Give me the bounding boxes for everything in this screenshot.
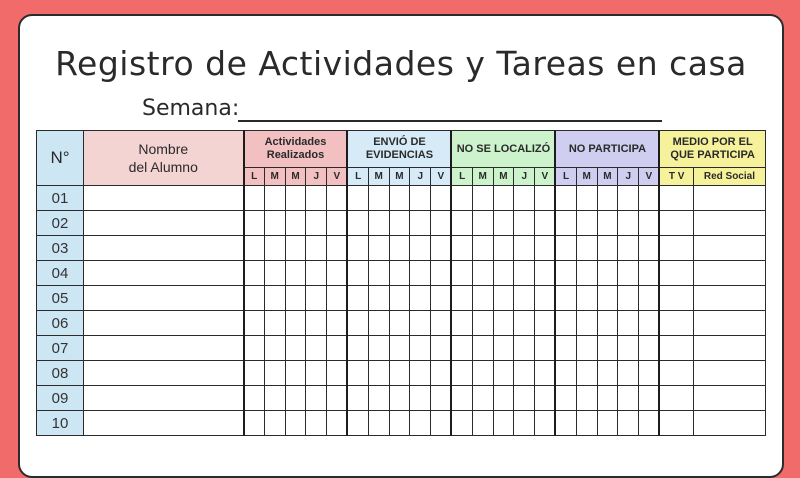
day-check-cell[interactable]	[451, 336, 472, 361]
student-name-cell[interactable]	[84, 361, 244, 386]
day-check-cell[interactable]	[597, 386, 618, 411]
day-check-cell[interactable]	[347, 186, 368, 211]
day-check-cell[interactable]	[576, 361, 597, 386]
day-header: L	[244, 168, 265, 186]
day-check-cell[interactable]	[535, 386, 556, 411]
day-check-cell[interactable]	[514, 236, 535, 261]
day-check-cell[interactable]	[285, 361, 306, 386]
day-check-cell[interactable]	[410, 286, 431, 311]
day-header: J	[514, 168, 535, 186]
day-check-cell[interactable]	[639, 311, 660, 336]
day-check-cell[interactable]	[285, 186, 306, 211]
day-check-cell[interactable]	[244, 261, 265, 286]
student-name-cell[interactable]	[84, 186, 244, 211]
day-header: M	[597, 168, 618, 186]
header-row-top	[37, 131, 766, 168]
medio-cell[interactable]	[659, 311, 693, 336]
day-check-cell[interactable]	[535, 336, 556, 361]
day-check-cell[interactable]	[244, 386, 265, 411]
day-check-cell[interactable]	[410, 336, 431, 361]
day-check-cell[interactable]	[618, 236, 639, 261]
day-check-cell[interactable]	[389, 336, 410, 361]
medio-cell[interactable]	[693, 411, 765, 436]
student-name-cell[interactable]	[84, 411, 244, 436]
day-check-cell[interactable]	[264, 286, 285, 311]
day-check-cell[interactable]	[597, 411, 618, 436]
day-check-cell[interactable]	[285, 211, 306, 236]
day-check-cell[interactable]	[618, 386, 639, 411]
day-header: M	[368, 168, 389, 186]
student-name-cell[interactable]	[84, 286, 244, 311]
medio-cell[interactable]	[659, 386, 693, 411]
day-check-cell[interactable]	[368, 236, 389, 261]
day-check-cell[interactable]	[555, 311, 576, 336]
row-number: 10	[37, 411, 84, 436]
day-check-cell[interactable]	[555, 361, 576, 386]
day-check-cell[interactable]	[472, 411, 493, 436]
day-header: M	[576, 168, 597, 186]
day-check-cell[interactable]	[389, 411, 410, 436]
day-header: L	[347, 168, 368, 186]
day-check-cell[interactable]	[639, 236, 660, 261]
day-check-cell[interactable]	[389, 186, 410, 211]
day-check-cell[interactable]	[285, 411, 306, 436]
medio-red-social-header: Red Social	[693, 168, 765, 186]
row-number: 09	[37, 386, 84, 411]
day-check-cell[interactable]	[618, 336, 639, 361]
day-check-cell[interactable]	[327, 236, 348, 261]
day-check-cell[interactable]	[431, 336, 452, 361]
day-check-cell[interactable]	[576, 336, 597, 361]
day-check-cell[interactable]	[597, 186, 618, 211]
day-check-cell[interactable]	[285, 236, 306, 261]
day-check-cell[interactable]	[535, 286, 556, 311]
day-check-cell[interactable]	[576, 211, 597, 236]
day-check-cell[interactable]	[368, 211, 389, 236]
row-number: 01	[37, 186, 84, 211]
day-check-cell[interactable]	[244, 211, 265, 236]
medio-cell[interactable]	[659, 186, 693, 211]
day-check-cell[interactable]	[597, 361, 618, 386]
student-name-cell[interactable]	[84, 236, 244, 261]
day-check-cell[interactable]	[639, 361, 660, 386]
day-check-cell[interactable]	[555, 411, 576, 436]
day-check-cell[interactable]	[389, 236, 410, 261]
day-check-cell[interactable]	[431, 211, 452, 236]
student-name-cell[interactable]	[84, 261, 244, 286]
medio-cell[interactable]	[693, 386, 765, 411]
day-check-cell[interactable]	[576, 186, 597, 211]
day-check-cell[interactable]	[618, 261, 639, 286]
day-check-cell[interactable]	[368, 336, 389, 361]
day-check-cell[interactable]	[493, 236, 514, 261]
day-check-cell[interactable]	[493, 311, 514, 336]
day-check-cell[interactable]	[347, 361, 368, 386]
table-row	[37, 236, 766, 261]
day-check-cell[interactable]	[244, 236, 265, 261]
day-check-cell[interactable]	[535, 311, 556, 336]
day-check-cell[interactable]	[535, 186, 556, 211]
day-check-cell[interactable]	[368, 186, 389, 211]
day-check-cell[interactable]	[327, 411, 348, 436]
day-check-cell[interactable]	[618, 186, 639, 211]
day-check-cell[interactable]	[347, 411, 368, 436]
day-check-cell[interactable]	[389, 361, 410, 386]
day-check-cell[interactable]	[431, 411, 452, 436]
day-check-cell[interactable]	[410, 361, 431, 386]
day-check-cell[interactable]	[327, 361, 348, 386]
day-header: J	[306, 168, 327, 186]
medio-cell[interactable]	[659, 211, 693, 236]
day-check-cell[interactable]	[368, 361, 389, 386]
day-check-cell[interactable]	[597, 236, 618, 261]
day-check-cell[interactable]	[264, 186, 285, 211]
group-header-no-localizo: NO SE LOCALIZÓ	[451, 131, 555, 168]
day-check-cell[interactable]	[535, 411, 556, 436]
day-check-cell[interactable]	[327, 336, 348, 361]
day-check-cell[interactable]	[327, 311, 348, 336]
day-check-cell[interactable]	[285, 336, 306, 361]
day-check-cell[interactable]	[472, 336, 493, 361]
day-check-cell[interactable]	[368, 261, 389, 286]
table-body	[37, 186, 766, 436]
day-check-cell[interactable]	[285, 286, 306, 311]
medio-cell[interactable]	[693, 236, 765, 261]
day-check-cell[interactable]	[514, 386, 535, 411]
day-check-cell[interactable]	[451, 411, 472, 436]
group-header-actividades: Actividades Realizados	[244, 131, 348, 168]
day-check-cell[interactable]	[264, 311, 285, 336]
day-check-cell[interactable]	[451, 311, 472, 336]
num-header: N°	[37, 131, 84, 186]
day-check-cell[interactable]	[514, 286, 535, 311]
day-check-cell[interactable]	[306, 186, 327, 211]
medio-tv-header: T V	[659, 168, 693, 186]
day-check-cell[interactable]	[264, 261, 285, 286]
day-check-cell[interactable]	[597, 336, 618, 361]
day-check-cell[interactable]	[639, 411, 660, 436]
day-check-cell[interactable]	[597, 261, 618, 286]
day-check-cell[interactable]	[410, 236, 431, 261]
day-check-cell[interactable]	[410, 211, 431, 236]
day-check-cell[interactable]	[514, 186, 535, 211]
row-number: 02	[37, 211, 84, 236]
day-check-cell[interactable]	[347, 336, 368, 361]
day-check-cell[interactable]	[410, 386, 431, 411]
day-check-cell[interactable]	[514, 411, 535, 436]
day-check-cell[interactable]	[347, 211, 368, 236]
day-check-cell[interactable]	[410, 411, 431, 436]
day-check-cell[interactable]	[431, 286, 452, 311]
day-check-cell[interactable]	[576, 311, 597, 336]
student-name-cell[interactable]	[84, 211, 244, 236]
registro-table	[36, 130, 766, 436]
day-header: V	[639, 168, 660, 186]
day-check-cell[interactable]	[327, 211, 348, 236]
day-check-cell[interactable]	[555, 386, 576, 411]
day-check-cell[interactable]	[306, 286, 327, 311]
day-check-cell[interactable]	[514, 311, 535, 336]
day-check-cell[interactable]	[285, 261, 306, 286]
day-check-cell[interactable]	[431, 186, 452, 211]
day-check-cell[interactable]	[514, 261, 535, 286]
day-check-cell[interactable]	[244, 286, 265, 311]
day-check-cell[interactable]	[493, 386, 514, 411]
day-check-cell[interactable]	[576, 261, 597, 286]
day-check-cell[interactable]	[244, 311, 265, 336]
day-header: M	[285, 168, 306, 186]
day-check-cell[interactable]	[535, 236, 556, 261]
medio-cell[interactable]	[659, 361, 693, 386]
day-check-cell[interactable]	[389, 386, 410, 411]
day-check-cell[interactable]	[244, 361, 265, 386]
table-row	[37, 186, 766, 211]
day-check-cell[interactable]	[306, 311, 327, 336]
day-check-cell[interactable]	[451, 286, 472, 311]
day-check-cell[interactable]	[555, 186, 576, 211]
medio-cell[interactable]	[693, 336, 765, 361]
day-check-cell[interactable]	[514, 211, 535, 236]
day-check-cell[interactable]	[368, 286, 389, 311]
day-check-cell[interactable]	[244, 186, 265, 211]
day-check-cell[interactable]	[347, 261, 368, 286]
day-check-cell[interactable]	[597, 211, 618, 236]
day-check-cell[interactable]	[368, 311, 389, 336]
student-name-cell[interactable]	[84, 311, 244, 336]
worksheet	[18, 14, 784, 478]
day-check-cell[interactable]	[431, 386, 452, 411]
row-number: 03	[37, 236, 84, 261]
day-check-cell[interactable]	[639, 336, 660, 361]
medio-cell[interactable]	[693, 361, 765, 386]
medio-cell[interactable]	[659, 261, 693, 286]
day-check-cell[interactable]	[514, 361, 535, 386]
day-check-cell[interactable]	[555, 286, 576, 311]
day-check-cell[interactable]	[368, 386, 389, 411]
day-check-cell[interactable]	[327, 186, 348, 211]
day-header: V	[431, 168, 452, 186]
day-check-cell[interactable]	[555, 261, 576, 286]
day-check-cell[interactable]	[472, 236, 493, 261]
day-check-cell[interactable]	[618, 361, 639, 386]
day-check-cell[interactable]	[451, 386, 472, 411]
day-check-cell[interactable]	[431, 236, 452, 261]
group-header-no-participa: NO PARTICIPA	[555, 131, 659, 168]
day-check-cell[interactable]	[493, 411, 514, 436]
row-number: 05	[37, 286, 84, 311]
medio-cell[interactable]	[659, 236, 693, 261]
day-check-cell[interactable]	[555, 211, 576, 236]
day-check-cell[interactable]	[618, 211, 639, 236]
day-check-cell[interactable]	[306, 361, 327, 386]
day-check-cell[interactable]	[451, 361, 472, 386]
semana-blank-line[interactable]	[238, 120, 662, 122]
table-row	[37, 361, 766, 386]
day-check-cell[interactable]	[555, 336, 576, 361]
day-check-cell[interactable]	[597, 286, 618, 311]
day-check-cell[interactable]	[535, 211, 556, 236]
day-check-cell[interactable]	[244, 411, 265, 436]
day-check-cell[interactable]	[327, 386, 348, 411]
day-check-cell[interactable]	[306, 386, 327, 411]
day-check-cell[interactable]	[493, 186, 514, 211]
row-number: 07	[37, 336, 84, 361]
medio-cell[interactable]	[693, 261, 765, 286]
table-row	[37, 336, 766, 361]
day-check-cell[interactable]	[306, 336, 327, 361]
day-check-cell[interactable]	[347, 386, 368, 411]
day-check-cell[interactable]	[555, 236, 576, 261]
day-check-cell[interactable]	[306, 211, 327, 236]
student-name-cell[interactable]	[84, 386, 244, 411]
day-check-cell[interactable]	[493, 211, 514, 236]
day-check-cell[interactable]	[472, 361, 493, 386]
day-check-cell[interactable]	[285, 311, 306, 336]
medio-cell[interactable]	[659, 336, 693, 361]
day-check-cell[interactable]	[639, 386, 660, 411]
day-check-cell[interactable]	[327, 286, 348, 311]
table-row	[37, 261, 766, 286]
day-check-cell[interactable]	[493, 361, 514, 386]
day-header: V	[327, 168, 348, 186]
day-check-cell[interactable]	[389, 211, 410, 236]
day-check-cell[interactable]	[639, 186, 660, 211]
day-check-cell[interactable]	[576, 411, 597, 436]
day-check-cell[interactable]	[431, 361, 452, 386]
day-check-cell[interactable]	[347, 286, 368, 311]
day-check-cell[interactable]	[431, 311, 452, 336]
day-check-cell[interactable]	[472, 286, 493, 311]
day-check-cell[interactable]	[264, 361, 285, 386]
table-row	[37, 386, 766, 411]
medio-cell[interactable]	[693, 186, 765, 211]
semana-label: Semana:	[142, 96, 240, 121]
day-check-cell[interactable]	[576, 386, 597, 411]
day-check-cell[interactable]	[472, 386, 493, 411]
day-check-cell[interactable]	[306, 261, 327, 286]
day-check-cell[interactable]	[639, 211, 660, 236]
day-check-cell[interactable]	[451, 236, 472, 261]
day-check-cell[interactable]	[451, 186, 472, 211]
day-check-cell[interactable]	[451, 211, 472, 236]
day-check-cell[interactable]	[618, 411, 639, 436]
table-row	[37, 411, 766, 436]
medio-cell[interactable]	[659, 286, 693, 311]
day-check-cell[interactable]	[285, 386, 306, 411]
day-check-cell[interactable]	[618, 286, 639, 311]
day-check-cell[interactable]	[535, 361, 556, 386]
medio-cell[interactable]	[693, 211, 765, 236]
day-check-cell[interactable]	[389, 286, 410, 311]
day-check-cell[interactable]	[410, 261, 431, 286]
day-header: M	[264, 168, 285, 186]
day-check-cell[interactable]	[389, 261, 410, 286]
medio-cell[interactable]	[659, 411, 693, 436]
day-check-cell[interactable]	[431, 261, 452, 286]
day-header: V	[535, 168, 556, 186]
row-number: 06	[37, 311, 84, 336]
name-header-line1: Nombre	[138, 141, 189, 157]
day-check-cell[interactable]	[264, 336, 285, 361]
day-check-cell[interactable]	[472, 186, 493, 211]
day-header: L	[451, 168, 472, 186]
group-header-medio: MEDIO POR EL QUE PARTICIPA	[659, 131, 765, 168]
day-check-cell[interactable]	[264, 236, 285, 261]
day-check-cell[interactable]	[306, 411, 327, 436]
medio-cell[interactable]	[693, 286, 765, 311]
day-check-cell[interactable]	[306, 236, 327, 261]
day-header: M	[472, 168, 493, 186]
day-check-cell[interactable]	[410, 186, 431, 211]
day-check-cell[interactable]	[347, 311, 368, 336]
medio-cell[interactable]	[693, 311, 765, 336]
group-header-evidencias: ENVIÓ DE EVIDENCIAS	[347, 131, 451, 168]
page-title: Registro de Actividades y Tareas en casa	[55, 44, 747, 83]
day-check-cell[interactable]	[389, 311, 410, 336]
day-check-cell[interactable]	[535, 261, 556, 286]
day-check-cell[interactable]	[451, 261, 472, 286]
day-check-cell[interactable]	[368, 411, 389, 436]
day-header: L	[555, 168, 576, 186]
day-check-cell[interactable]	[493, 261, 514, 286]
table-row	[37, 211, 766, 236]
day-check-cell[interactable]	[244, 336, 265, 361]
day-check-cell[interactable]	[472, 311, 493, 336]
table-row	[37, 311, 766, 336]
table-row	[37, 286, 766, 311]
day-check-cell[interactable]	[639, 261, 660, 286]
day-check-cell[interactable]	[618, 311, 639, 336]
name-header-line2: del Alumno	[128, 159, 198, 175]
day-header: M	[389, 168, 410, 186]
day-check-cell[interactable]	[264, 411, 285, 436]
day-check-cell[interactable]	[639, 286, 660, 311]
day-header: J	[618, 168, 639, 186]
day-check-cell[interactable]	[514, 336, 535, 361]
day-check-cell[interactable]	[264, 211, 285, 236]
day-check-cell[interactable]	[347, 236, 368, 261]
day-check-cell[interactable]	[327, 261, 348, 286]
student-name-cell[interactable]	[84, 336, 244, 361]
day-check-cell[interactable]	[472, 211, 493, 236]
name-header	[84, 131, 244, 186]
day-check-cell[interactable]	[493, 286, 514, 311]
day-check-cell[interactable]	[597, 311, 618, 336]
row-number: 04	[37, 261, 84, 286]
day-check-cell[interactable]	[576, 286, 597, 311]
row-number: 08	[37, 361, 84, 386]
day-header: J	[410, 168, 431, 186]
day-check-cell[interactable]	[576, 236, 597, 261]
day-check-cell[interactable]	[410, 311, 431, 336]
day-check-cell[interactable]	[493, 336, 514, 361]
day-check-cell[interactable]	[264, 386, 285, 411]
day-check-cell[interactable]	[472, 261, 493, 286]
day-header: M	[493, 168, 514, 186]
